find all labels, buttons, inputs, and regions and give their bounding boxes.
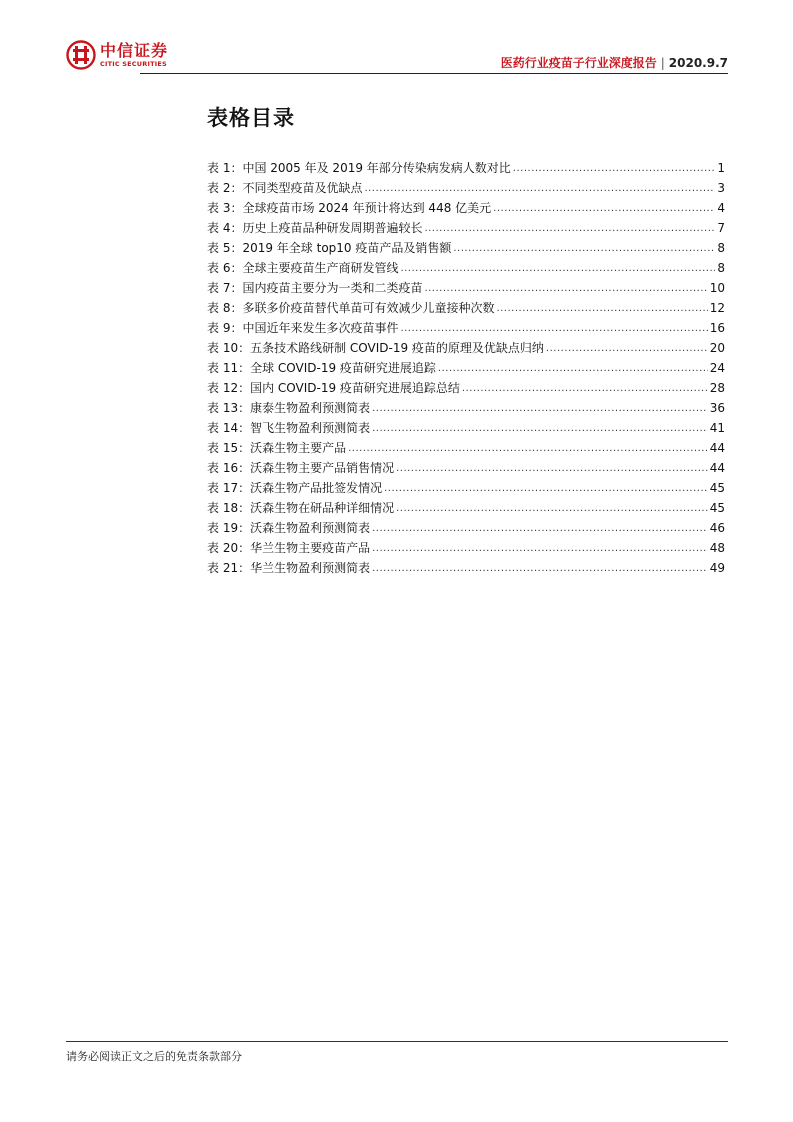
toc-entry-label: 表 18：沃森生物在研品种详细情况 (207, 501, 395, 515)
toc-dot-leader (400, 263, 715, 275)
toc-entry[interactable] (207, 475, 725, 495)
toc-dot-leader (372, 523, 708, 535)
toc-dot-leader (453, 243, 715, 255)
toc-dot-leader (438, 363, 708, 375)
report-title: 医药行业疫苗子行业深度报告 (500, 56, 657, 70)
toc-entry-label: 表 15：沃森生物主要产品 (207, 441, 347, 455)
toc-dot-leader (396, 463, 708, 475)
toc-entry-page: 4 (717, 201, 725, 215)
footer-divider (66, 1041, 728, 1042)
toc-dot-leader (513, 163, 716, 175)
toc-entry-label: 表 6：全球主要疫苗生产商研发管线 (207, 261, 399, 275)
toc-entry[interactable] (207, 555, 725, 575)
toc-entry-label: 表 16：沃森生物主要产品销售情况 (207, 461, 395, 475)
toc-entry[interactable] (207, 235, 725, 255)
toc-entry[interactable] (207, 275, 725, 295)
toc-entry[interactable] (207, 435, 725, 455)
toc-entry[interactable] (207, 335, 725, 355)
report-date: 2020.9.7 (668, 56, 728, 70)
toc-entry-page: 12 (709, 301, 725, 315)
toc-entry-label: 表 21：华兰生物盈利预测简表 (207, 561, 371, 575)
toc-entry[interactable] (207, 455, 725, 475)
toc-entry-label: 表 17：沃森生物产品批签发情况 (207, 481, 383, 495)
citic-logo (66, 40, 168, 70)
toc-entry[interactable] (207, 155, 725, 175)
toc-entry-page: 44 (709, 441, 725, 455)
toc-entry-page: 3 (717, 181, 725, 195)
toc-entry-page: 24 (709, 361, 725, 375)
toc-entry-page: 49 (709, 561, 725, 575)
toc-entry-label: 表 11：全球 COVID-19 疫苗研究进展追踪 (207, 361, 436, 375)
toc-entry-label: 表 12：国内 COVID-19 疫苗研究进展追踪总结 (207, 381, 460, 395)
table-of-contents (207, 155, 725, 575)
toc-entry-page: 44 (709, 461, 725, 475)
toc-entry-page: 45 (709, 481, 725, 495)
header-divider (140, 73, 728, 74)
toc-entry-label: 表 7：国内疫苗主要分为一类和二类疫苗 (207, 281, 423, 295)
toc-entry[interactable] (207, 315, 725, 335)
toc-entry-page: 45 (709, 501, 725, 515)
toc-entry-page: 36 (709, 401, 725, 415)
logo-chinese-name: 中信证券 (100, 41, 169, 60)
toc-dot-leader (372, 543, 708, 555)
toc-entry-page: 8 (717, 261, 725, 275)
citic-logo-icon (66, 40, 96, 70)
toc-entry-page: 16 (709, 321, 725, 335)
toc-entry[interactable] (207, 375, 725, 395)
header-separator: | (660, 56, 665, 70)
toc-entry-page: 10 (709, 281, 725, 295)
toc-entry[interactable] (207, 295, 725, 315)
toc-dot-leader (372, 403, 708, 415)
toc-entry-page: 20 (709, 341, 725, 355)
toc-entry[interactable] (207, 395, 725, 415)
toc-entry[interactable] (207, 415, 725, 435)
toc-entry-page: 8 (717, 241, 725, 255)
toc-dot-leader (372, 423, 708, 435)
toc-dot-leader (396, 503, 708, 515)
footer-disclaimer: 请务必阅读正文之后的免责条款部分 (66, 1050, 242, 1063)
toc-entry-page: 41 (709, 421, 725, 435)
header-report-info (501, 54, 728, 71)
toc-entry[interactable] (207, 215, 725, 235)
toc-entry-label: 表 8：多联多价疫苗替代单苗可有效减少儿童接种次数 (207, 301, 495, 315)
toc-dot-leader (364, 183, 715, 195)
toc-dot-leader (493, 203, 715, 215)
toc-dot-leader (384, 483, 708, 495)
toc-dot-leader (424, 223, 715, 235)
toc-entry-label: 表 4：历史上疫苗品种研发周期普遍较长 (207, 221, 423, 235)
toc-entry-label: 表 1：中国 2005 年及 2019 年部分传染病发病人数对比 (207, 161, 511, 175)
toc-entry-label: 表 2：不同类型疫苗及优缺点 (207, 181, 363, 195)
toc-entry[interactable] (207, 355, 725, 375)
toc-entry-page: 7 (717, 221, 725, 235)
toc-dot-leader (546, 343, 708, 355)
toc-entry-label: 表 10：五条技术路线研制 COVID-19 疫苗的原理及优缺点归纳 (207, 341, 544, 355)
toc-entry-page: 46 (709, 521, 725, 535)
toc-entry[interactable] (207, 495, 725, 515)
toc-entry-label: 表 20：华兰生物主要疫苗产品 (207, 541, 371, 555)
page-title: 表格目录 (207, 106, 295, 130)
toc-entry-label: 表 3：全球疫苗市场 2024 年预计将达到 448 亿美元 (207, 201, 492, 215)
logo-english-name: CITIC SECURITIES (100, 60, 167, 68)
toc-entry-label: 表 19：沃森生物盈利预测简表 (207, 521, 371, 535)
toc-dot-leader (496, 303, 707, 315)
toc-dot-leader (424, 283, 707, 295)
toc-entry[interactable] (207, 255, 725, 275)
toc-entry[interactable] (207, 515, 725, 535)
toc-dot-leader (372, 563, 708, 575)
toc-entry-label: 表 13：康泰生物盈利预测简表 (207, 401, 371, 415)
toc-entry[interactable] (207, 175, 725, 195)
toc-entry-label: 表 9：中国近年来发生多次疫苗事件 (207, 321, 399, 335)
toc-entry-page: 1 (717, 161, 725, 175)
toc-entry-label: 表 5：2019 年全球 top10 疫苗产品及销售额 (207, 241, 452, 255)
toc-dot-leader (462, 383, 708, 395)
toc-entry[interactable] (207, 195, 725, 215)
toc-entry-page: 48 (709, 541, 725, 555)
toc-entry-label: 表 14：智飞生物盈利预测简表 (207, 421, 371, 435)
toc-entry[interactable] (207, 535, 725, 555)
toc-entry-page: 28 (709, 381, 725, 395)
page-header (66, 40, 728, 74)
toc-dot-leader (348, 443, 708, 455)
toc-dot-leader (400, 323, 707, 335)
